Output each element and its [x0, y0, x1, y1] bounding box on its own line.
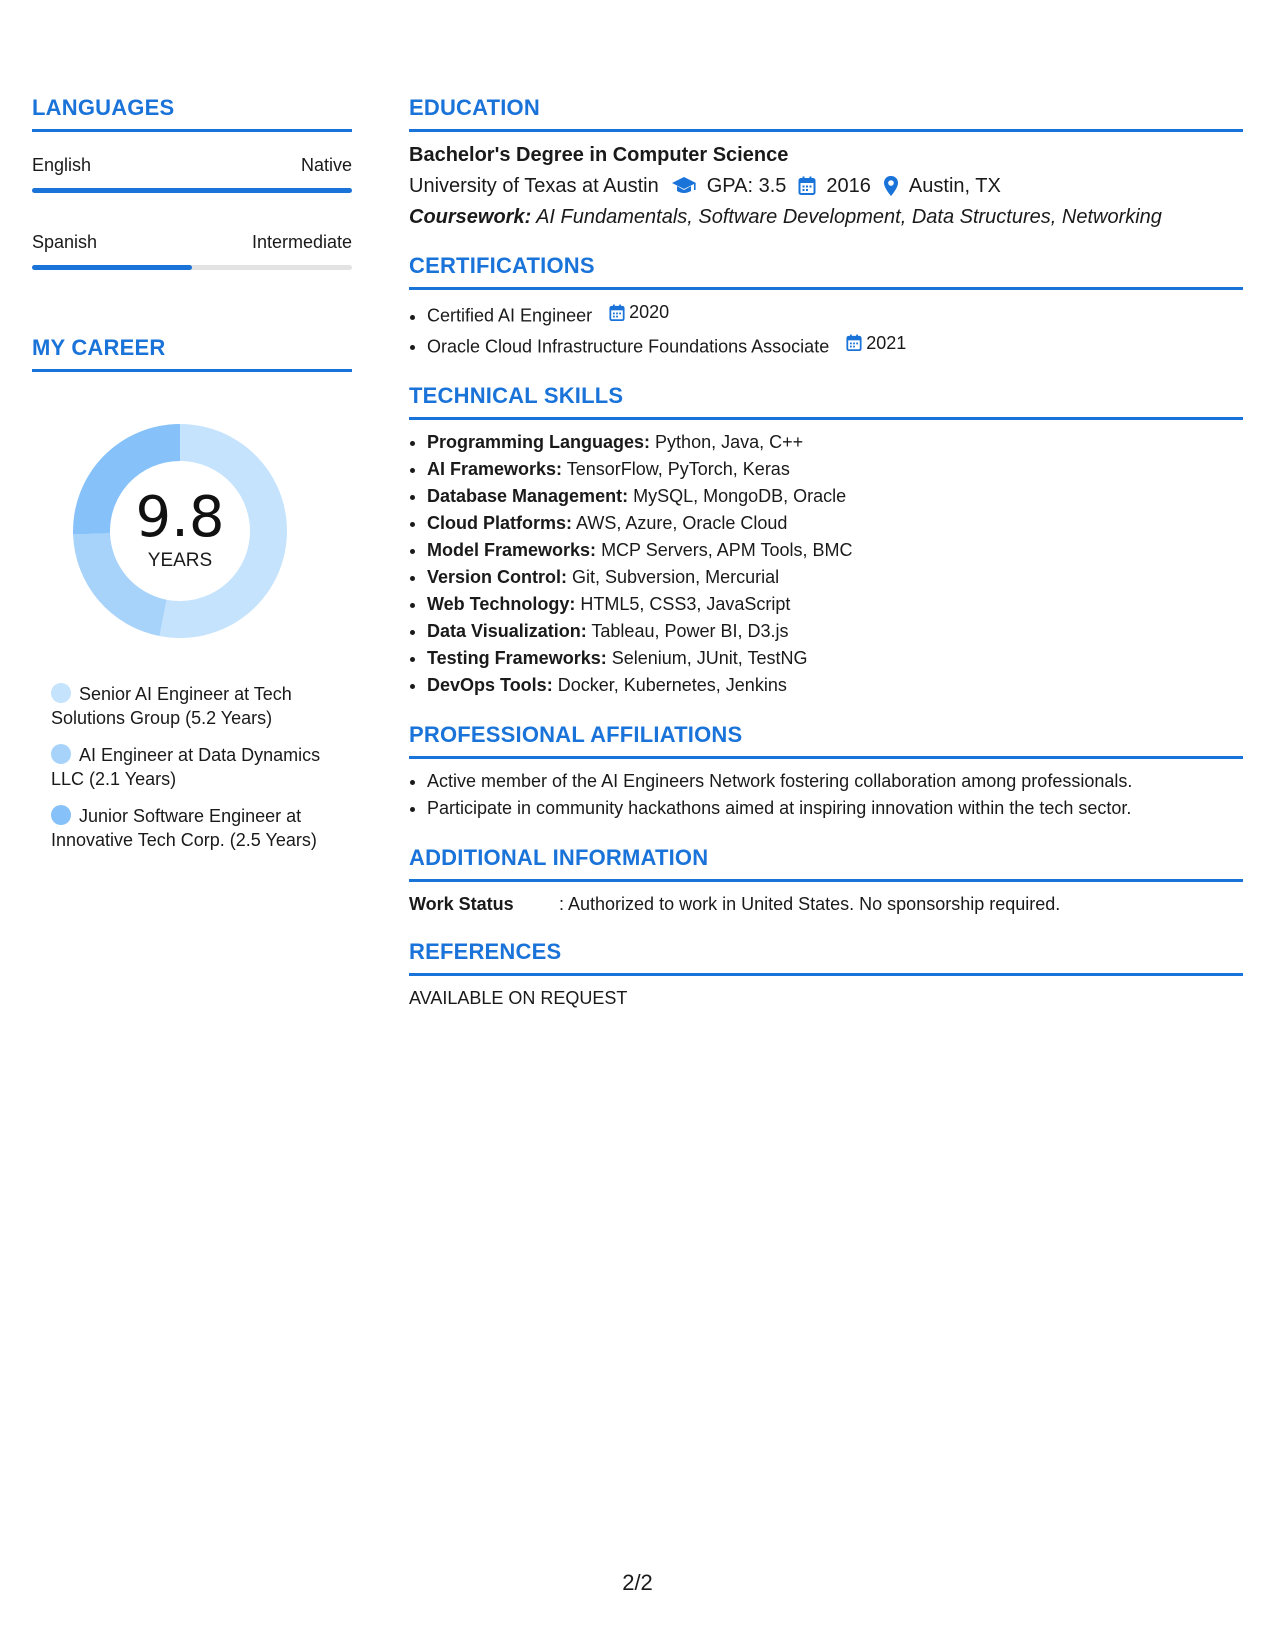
- skill-label: Version Control:: [427, 567, 568, 587]
- skill-value: Python, Java, C++: [655, 432, 804, 452]
- affiliations-list: [409, 768, 1243, 822]
- work-status-label: Work Status: [409, 894, 514, 914]
- donut-center: [65, 416, 295, 646]
- affiliations-heading: PROFESSIONAL AFFILIATIONS: [409, 721, 1243, 759]
- language-item: [32, 231, 352, 270]
- coursework-value: AI Fundamentals, Software Development, Data Structures, Networking: [536, 206, 1162, 228]
- page-number: 2/2: [622, 1570, 653, 1595]
- certification-name: Oracle Cloud Infrastructure Foundations Associate: [427, 336, 830, 356]
- skill-value: TensorFlow, PyTorch, Keras: [566, 459, 790, 479]
- career-heading: MY CAREER: [32, 334, 352, 372]
- additional-info-heading: ADDITIONAL INFORMATION: [409, 844, 1243, 882]
- career-legend-label: AI Engineer at Data Dynamics LLC (2.1 Years): [51, 745, 321, 789]
- skill-value: HTML5, CSS3, JavaScript: [580, 594, 791, 614]
- skill-value: MySQL, MongoDB, Oracle: [633, 486, 847, 506]
- certification-year: 2020: [629, 302, 670, 322]
- work-status-value: : Authorized to work in United States. No sponsorship required.: [559, 894, 1061, 914]
- language-proficiency-bar: [32, 265, 352, 270]
- education-heading: EDUCATION: [409, 94, 1243, 132]
- career-total-unit: YEARS: [147, 550, 213, 571]
- certification-year: 2021: [866, 332, 907, 353]
- skill-label: Cloud Platforms:: [427, 513, 573, 533]
- education-year: 2016: [826, 175, 871, 197]
- skill-value: Git, Subversion, Mercurial: [572, 567, 780, 587]
- affiliation-item: • Active member of the AI Engineers Network fostering collaboration among professionals.: [427, 768, 1243, 795]
- graduation-cap-icon: [671, 176, 697, 196]
- skill-label: Programming Languages:: [427, 432, 651, 452]
- legend-dot-icon: [51, 683, 71, 703]
- language-level: Native: [300, 155, 352, 175]
- skills-list: [409, 429, 1243, 699]
- skill-value: Selenium, JUnit, TestNG: [611, 648, 808, 668]
- skill-item: [427, 645, 1243, 672]
- skill-item: [427, 564, 1243, 591]
- skill-label: Data Visualization:: [427, 621, 587, 641]
- skill-value: AWS, Azure, Oracle Cloud: [576, 513, 788, 533]
- language-level: Intermediate: [251, 232, 352, 252]
- education-degree: Bachelor's Degree in Computer Science: [409, 144, 789, 166]
- references-text: AVAILABLE ON REQUEST: [409, 988, 628, 1008]
- language-name: Spanish: [32, 232, 98, 252]
- certification-item: [427, 299, 1243, 330]
- career-legend: [32, 682, 351, 852]
- location-pin-icon: [883, 175, 899, 197]
- right-column: [409, 94, 1243, 1010]
- calendar-icon: [609, 304, 625, 322]
- skill-label: AI Frameworks:: [427, 459, 563, 479]
- education-location: Austin, TX: [908, 175, 1001, 197]
- skill-label: Database Management:: [427, 486, 629, 506]
- skill-label: Web Technology:: [427, 594, 576, 614]
- affiliation-item: • Participate in community hackathons aimed at inspiring innovation within the tech sector.: [427, 795, 1243, 822]
- career-legend-item: [51, 682, 351, 730]
- education-school: University of Texas at Austin: [409, 175, 659, 197]
- skills-heading: TECHNICAL SKILLS: [409, 382, 1243, 420]
- certifications-heading: CERTIFICATIONS: [409, 252, 1243, 290]
- certification-item: [427, 330, 1243, 361]
- education-details: [409, 173, 1243, 199]
- skill-item: [427, 618, 1243, 645]
- language-name: English: [32, 155, 92, 175]
- language-proficiency-fill: [32, 265, 192, 270]
- career-total-years: 9.8: [135, 485, 225, 550]
- certification-name: Certified AI Engineer: [427, 305, 593, 326]
- skill-item: [427, 456, 1243, 483]
- skill-item: [427, 672, 1243, 699]
- skill-item: [427, 510, 1243, 537]
- skill-label: Model Frameworks:: [427, 540, 597, 560]
- references-heading: REFERENCES: [409, 938, 1243, 976]
- language-item: [32, 154, 352, 193]
- work-status-row: [409, 892, 1243, 916]
- languages-heading: LANGUAGES: [32, 94, 352, 132]
- skill-value: Tableau, Power BI, D3.js: [591, 621, 789, 641]
- career-legend-item: [51, 743, 351, 791]
- language-proficiency-bar: [32, 188, 352, 193]
- career-legend-item: [51, 804, 351, 852]
- certifications-list: [409, 299, 1243, 360]
- career-donut-chart: [65, 416, 295, 646]
- education-coursework: [409, 204, 1243, 230]
- education-gpa: GPA: 3.5: [706, 175, 787, 197]
- coursework-label: Coursework:: [409, 206, 532, 228]
- left-column: [32, 94, 352, 865]
- skill-label: DevOps Tools:: [427, 675, 553, 695]
- skill-value: MCP Servers, APM Tools, BMC: [601, 540, 853, 560]
- language-proficiency-fill: [32, 188, 352, 193]
- career-legend-label: Senior AI Engineer at Tech Solutions Group (5.2 Years): [51, 684, 292, 728]
- career-legend-label: Junior Software Engineer at Innovative Tech Corp. (2.5 Years): [51, 806, 317, 850]
- skill-item: [427, 537, 1243, 564]
- skill-value: Docker, Kubernetes, Jenkins: [557, 675, 787, 695]
- skill-item: [427, 483, 1243, 510]
- skill-item: [427, 429, 1243, 456]
- skill-item: [427, 591, 1243, 618]
- calendar-icon: [798, 176, 816, 196]
- legend-dot-icon: [51, 744, 71, 764]
- legend-dot-icon: [51, 805, 71, 825]
- skill-label: Testing Frameworks:: [427, 648, 607, 668]
- calendar-icon: [846, 334, 862, 352]
